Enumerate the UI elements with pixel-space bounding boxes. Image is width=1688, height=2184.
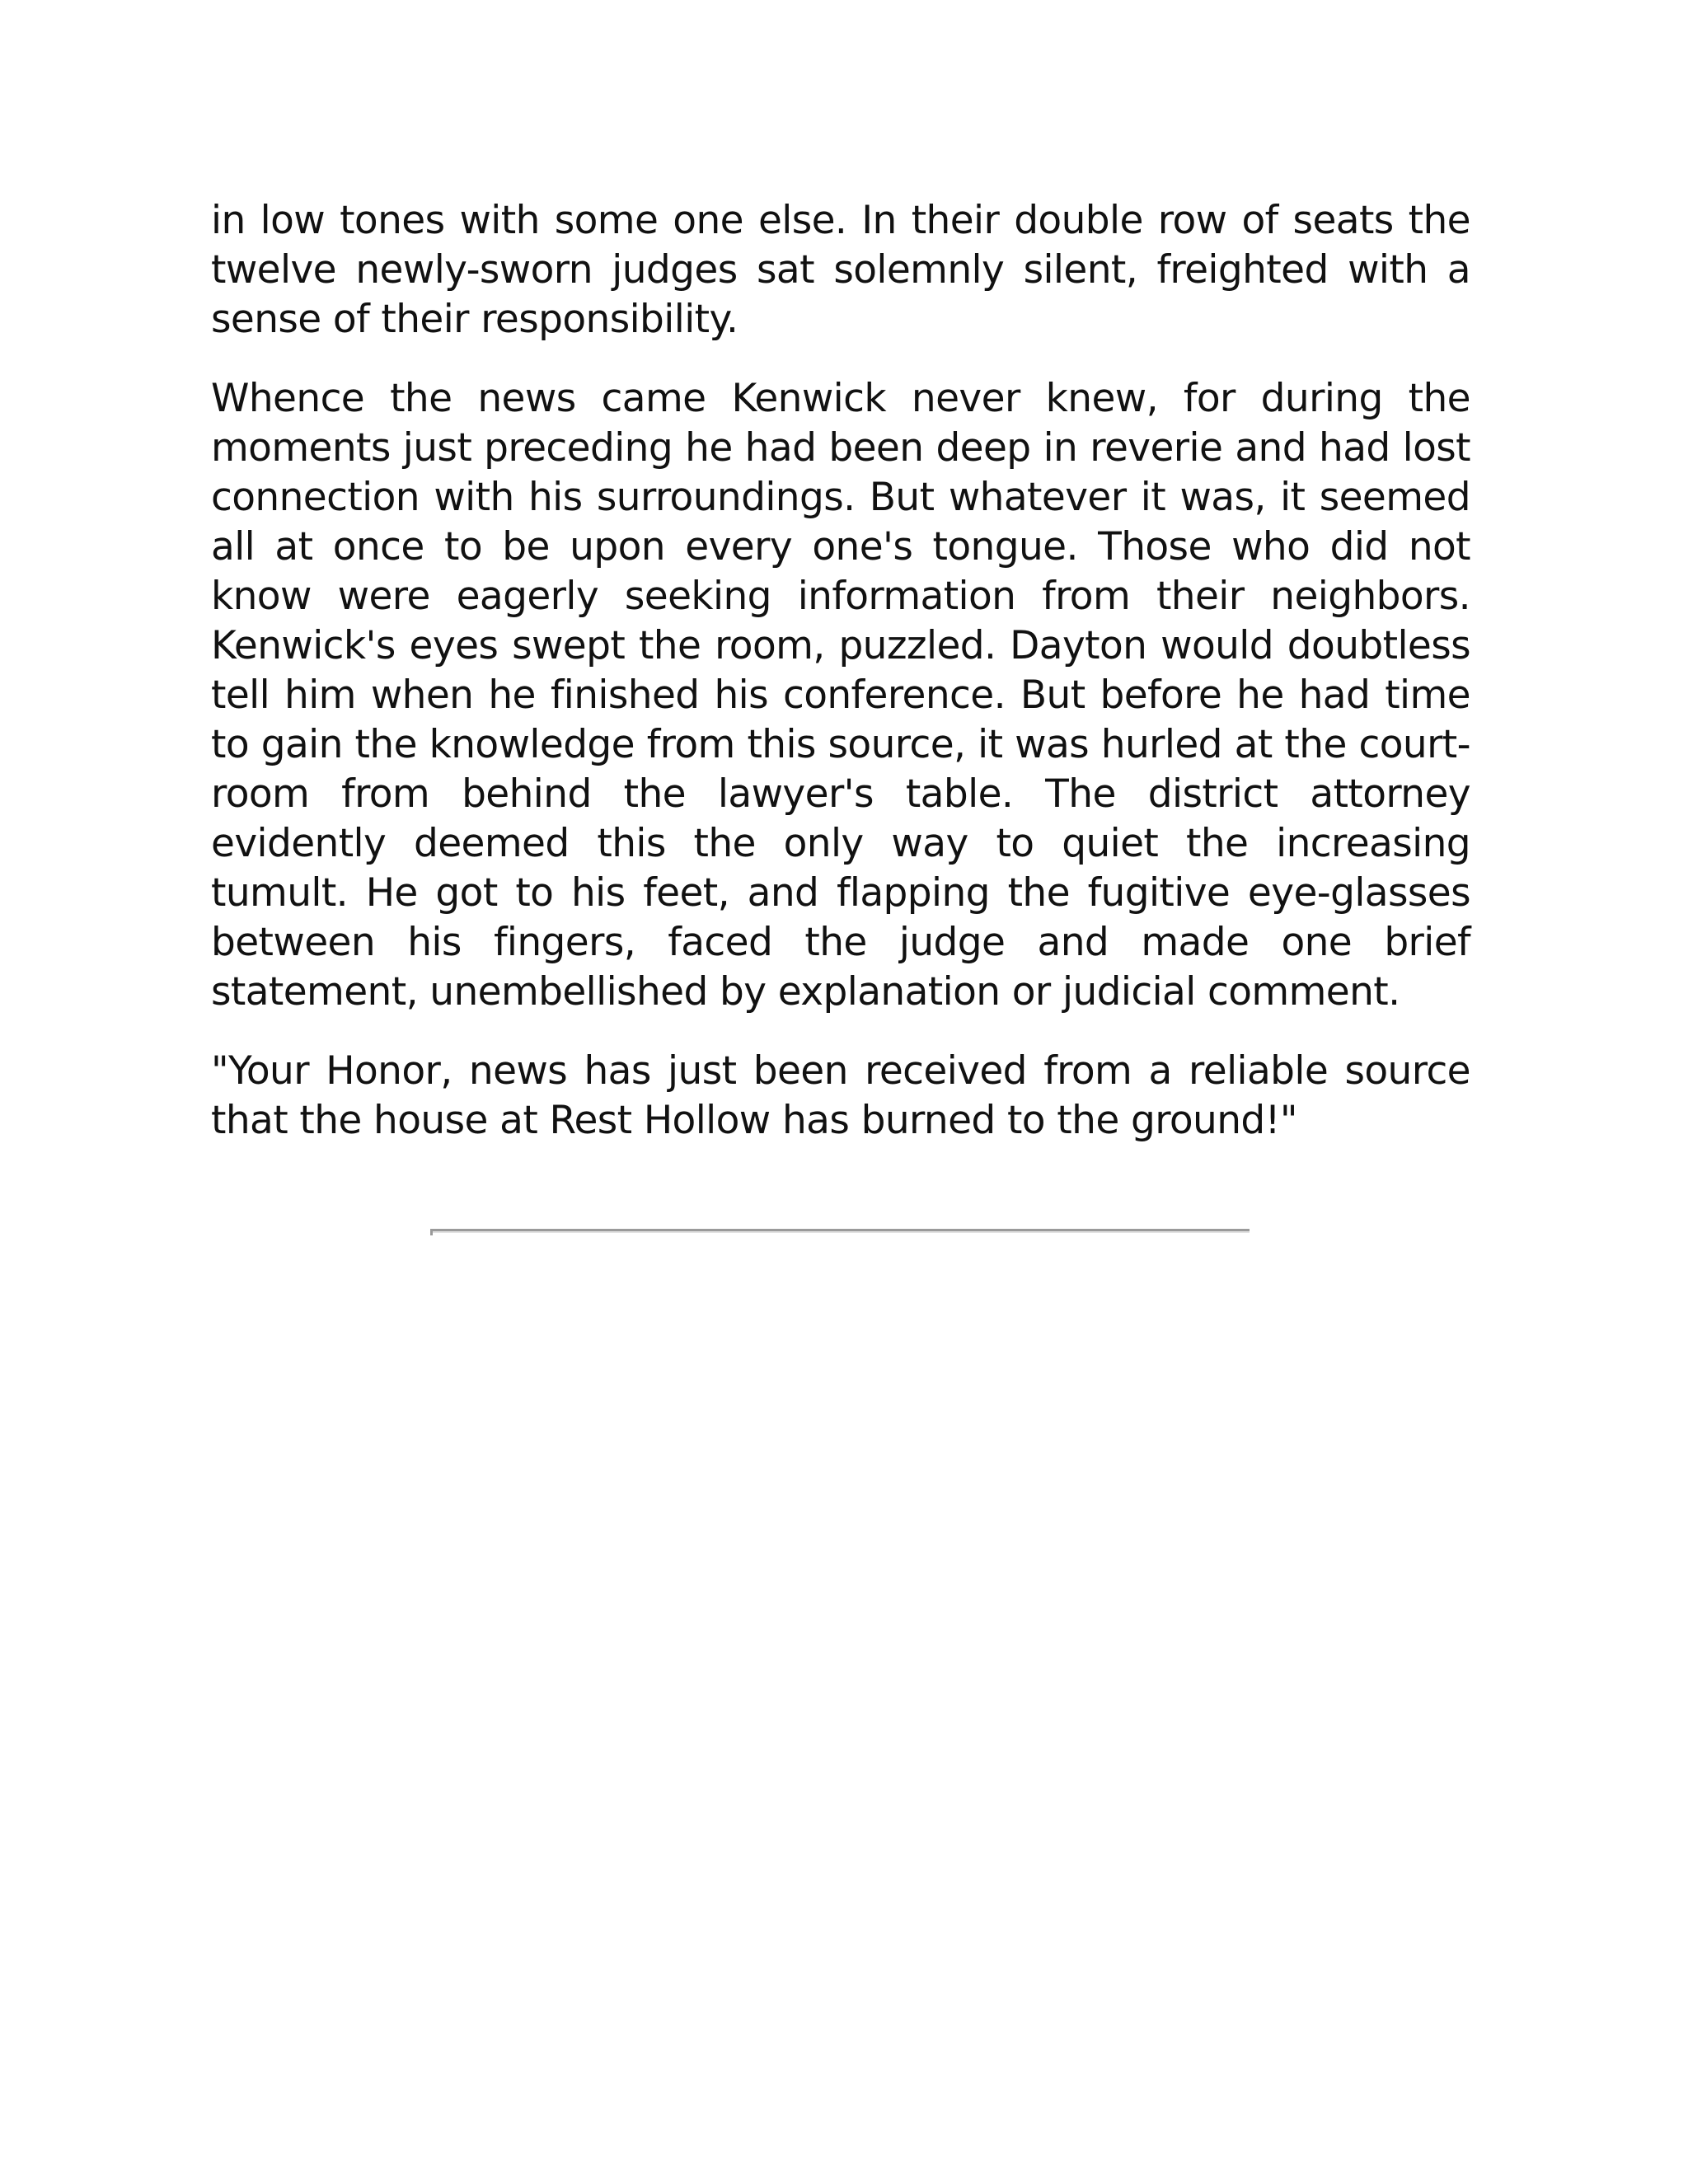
paragraph-2: Whence the news came Kenwick never knew, for during the moments just preceding he had been deep in reverie and had lost connection with his surroundings. But whatever it was, it seemed all at once to be upon every one's tongue. Those who did not know were eagerly seeking information from their neighbors. Kenwick's eyes swept the room, puzzled. Dayton would doubtless tell him when he finished his conference. But before he had time to gain the knowledge from this source, it was hurled at the court-room from behind the lawyer's table. The district attorney evidently deemed this the only way to quiet the increasing tumult. He got to his feet, and flapping the fugitive eye-glasses between his fingers, faced the judge and made one brief statement, unembellished by explanation or judicial comment.	[211, 376, 1470, 1015]
paragraph-1: in low tones with some one else. In their double row of seats the twelve newly-sworn judges sat solemnly silent, freighted with a sense of their responsibility.	[211, 198, 1470, 342]
body-text	[211, 196, 1470, 1175]
section-divider	[430, 1229, 1250, 1233]
paragraph-3: "Your Honor, news has just been received from a reliable source that the house at Rest Hollow has burned to the ground!"	[211, 1048, 1470, 1143]
section-divider-end	[430, 1229, 433, 1235]
